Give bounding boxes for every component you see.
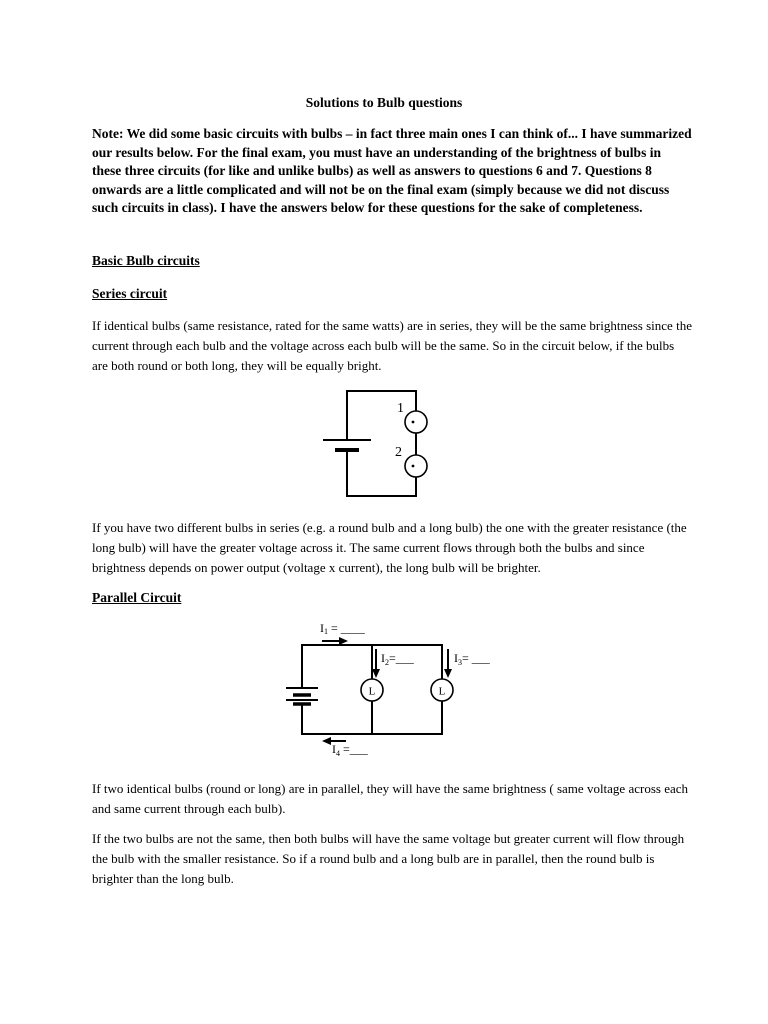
i1-label: I1 = ____ [320,621,365,636]
intro-note: Note: We did some basic circuits with bulbs – in fact three main ones I can think of... I have summarized our results below. For the final exam, you must have an understanding of the brightness of bulbs in these three circuits (for like and unlike bulbs) as well as answers to questions 6 and 7. Questions 8 onwards are a little complicated and will not be on the final exam (simply because we did not discuss such circuits in class). I have the answers below for these questions for the sake of completeness. [92,126,692,216]
i4-arrow-head [322,737,331,745]
series-bulb-1 [405,411,427,433]
series-circuit-diagram [320,388,440,500]
page-title: Solutions to Bulb questions [305,95,463,110]
parallel-bulb-right-label: L [438,685,446,698]
i4-label: $I_4$ =___ [332,742,368,758]
series-bulb-2-label: 2 [395,445,402,460]
series-bulb-2 [405,455,427,477]
series-circuit-heading: Series circuit [92,286,168,301]
series-paragraph-1: If identical bulbs (same resistance, rated for the same watts) are in series, they will be the same brightness since the current through each bulb and the voltage across each bulb will be the same. So in the circuit below, if the bulbs are both round or both long, they will be equally bright. [92,318,692,373]
parallel-circuit-heading: Parallel Circuit [92,590,182,605]
i2-arrow-head [372,669,380,678]
series-paragraph-2: If you have two different bulbs in series (e.g. a round bulb and a long bulb) the one with the greater resistance (the long bulb) will have the greater voltage across it. The same current flows through both the bulbs and since brightness depends on power output (voltage x current), the long bulb will be brighter. [92,520,687,575]
parallel-bulb-right [431,679,453,701]
parallel-paragraph-1: If two identical bulbs (round or long) are in parallel, they will have the same brightness ( same voltage across each and same current through each bulb). [92,781,689,816]
parallel-bulb-left [361,679,383,701]
parallel-circuit-diagram [280,615,500,763]
series-bulb-1-label: 1 [397,401,404,416]
i3-label: $I_3=$ ___ [454,651,490,667]
basic-circuits-heading: Basic Bulb circuits [92,253,200,268]
i2-label: $I_2=\_\_\_$ [381,651,414,667]
parallel-bulb-left-label: L [368,685,376,698]
i3-arrow-head [444,669,452,678]
parallel-paragraph-2: If the two bulbs are not the same, then both bulbs will have the same voltage but greater current will flow through the bulb with the smaller resistance. So if a round bulb and a long bulb are in parallel, then the round bulb is brighter than the long bulb. [92,831,685,886]
i1-arrow-head [339,637,348,645]
